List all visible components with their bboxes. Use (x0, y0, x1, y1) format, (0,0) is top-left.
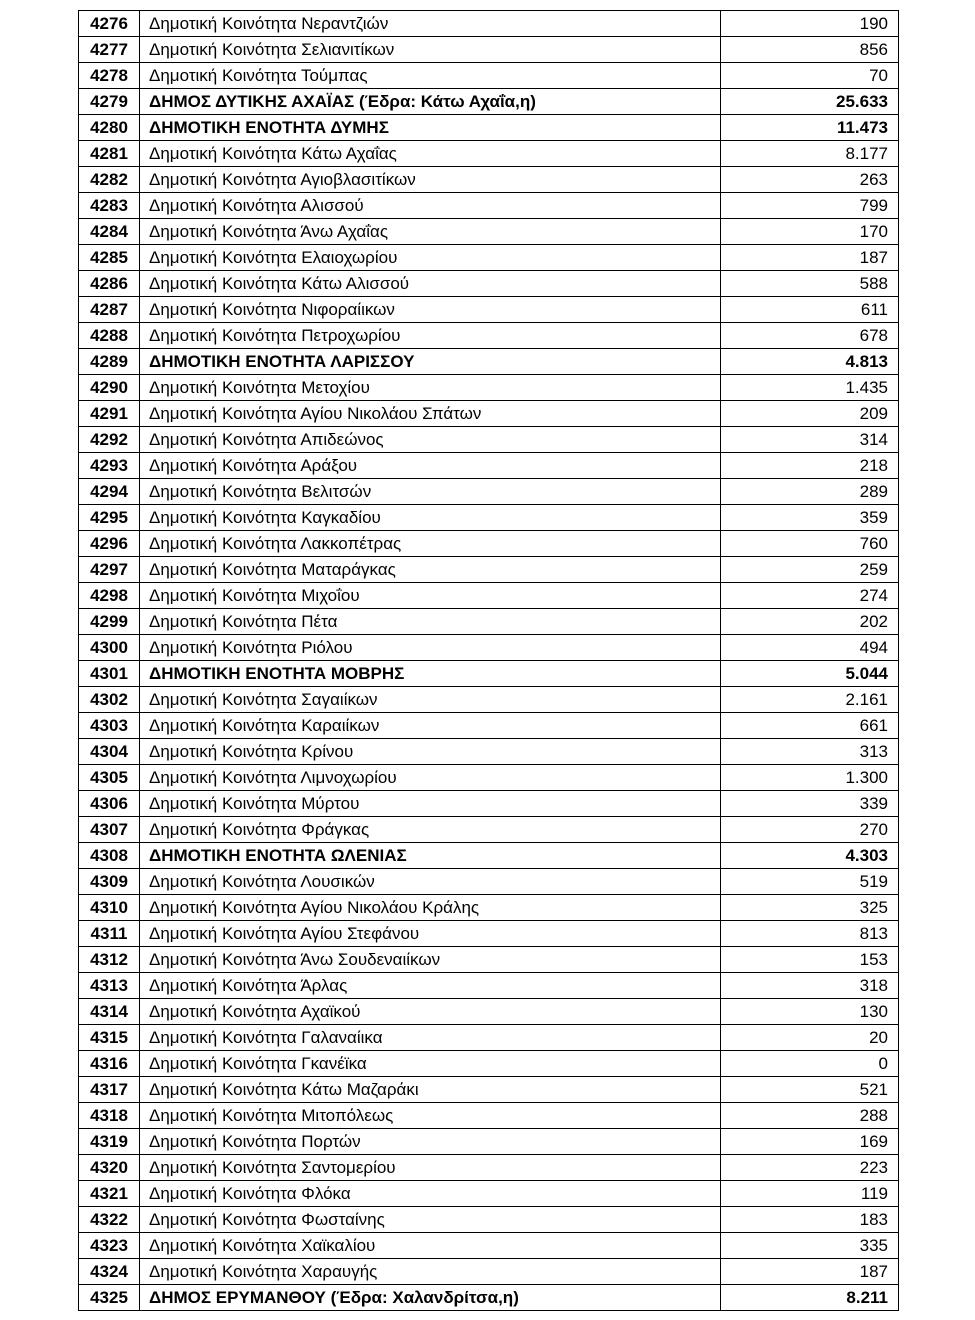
row-name: Δημοτική Κοινότητα Πορτών (140, 1129, 721, 1155)
row-name: Δημοτική Κοινότητα Βελιτσών (140, 479, 721, 505)
row-code: 4312 (79, 947, 140, 973)
row-population: 611 (721, 297, 899, 323)
table-row (79, 1233, 899, 1259)
row-name: Δημοτική Κοινότητα Καραιίκων (140, 713, 721, 739)
table-row (79, 89, 899, 115)
row-name: Δημοτική Κοινότητα Άνω Σουδεναιίκων (140, 947, 721, 973)
table-row (79, 895, 899, 921)
row-code: 4301 (79, 661, 140, 687)
row-name: Δημοτική Κοινότητα Μιχοΐου (140, 583, 721, 609)
row-population: 20 (721, 1025, 899, 1051)
table-row (79, 661, 899, 687)
row-population: 170 (721, 219, 899, 245)
row-code: 4314 (79, 999, 140, 1025)
row-name: Δημοτική Κοινότητα Λακκοπέτρας (140, 531, 721, 557)
table-row (79, 11, 899, 37)
row-population: 289 (721, 479, 899, 505)
row-population: 4.303 (721, 843, 899, 869)
row-population: 339 (721, 791, 899, 817)
row-name: Δημοτική Κοινότητα Χαραυγής (140, 1259, 721, 1285)
table-row (79, 349, 899, 375)
row-code: 4284 (79, 219, 140, 245)
row-code: 4307 (79, 817, 140, 843)
table-row (79, 791, 899, 817)
row-population: 318 (721, 973, 899, 999)
row-name: ΔΗΜΟΤΙΚΗ ΕΝΟΤΗΤΑ ΔΥΜΗΣ (140, 115, 721, 141)
table-row (79, 713, 899, 739)
row-population: 8.211 (721, 1285, 899, 1311)
row-population: 274 (721, 583, 899, 609)
row-population: 70 (721, 63, 899, 89)
row-code: 4320 (79, 1155, 140, 1181)
row-code: 4322 (79, 1207, 140, 1233)
row-population: 130 (721, 999, 899, 1025)
row-population: 259 (721, 557, 899, 583)
row-name: Δημοτική Κοινότητα Αγιοβλασιτίκων (140, 167, 721, 193)
row-population: 760 (721, 531, 899, 557)
row-name: ΔΗΜΟΣ ΕΡΥΜΑΝΘΟΥ (Έδρα: Χαλανδρίτσα,η) (140, 1285, 721, 1311)
table-row (79, 115, 899, 141)
table-row (79, 245, 899, 271)
table-row (79, 167, 899, 193)
row-population: 799 (721, 193, 899, 219)
row-population: 263 (721, 167, 899, 193)
row-code: 4298 (79, 583, 140, 609)
row-population: 813 (721, 921, 899, 947)
row-code: 4306 (79, 791, 140, 817)
table-row (79, 1181, 899, 1207)
table-row (79, 531, 899, 557)
row-code: 4321 (79, 1181, 140, 1207)
row-population: 11.473 (721, 115, 899, 141)
row-name: Δημοτική Κοινότητα Άρλας (140, 973, 721, 999)
row-code: 4311 (79, 921, 140, 947)
row-name: Δημοτική Κοινότητα Αγίου Νικολάου Σπάτων (140, 401, 721, 427)
row-code: 4290 (79, 375, 140, 401)
table-row (79, 453, 899, 479)
row-name: ΔΗΜΟΣ ΔΥΤΙΚΗΣ ΑΧΑΪΑΣ (Έδρα: Κάτω Αχαΐα,η) (140, 89, 721, 115)
row-code: 4297 (79, 557, 140, 583)
row-population: 359 (721, 505, 899, 531)
row-name: ΔΗΜΟΤΙΚΗ ΕΝΟΤΗΤΑ ΜΟΒΡΗΣ (140, 661, 721, 687)
row-name: Δημοτική Κοινότητα Αγίου Νικολάου Κράλης (140, 895, 721, 921)
row-code: 4278 (79, 63, 140, 89)
row-population: 314 (721, 427, 899, 453)
row-code: 4285 (79, 245, 140, 271)
row-code: 4325 (79, 1285, 140, 1311)
row-code: 4299 (79, 609, 140, 635)
row-name: Δημοτική Κοινότητα Λουσικών (140, 869, 721, 895)
table-row (79, 271, 899, 297)
row-code: 4281 (79, 141, 140, 167)
table-row (79, 817, 899, 843)
row-name: Δημοτική Κοινότητα Κάτω Αλισσού (140, 271, 721, 297)
row-name: Δημοτική Κοινότητα Νιφοραίικων (140, 297, 721, 323)
row-name: Δημοτική Κοινότητα Αχαϊκού (140, 999, 721, 1025)
row-name: Δημοτική Κοινότητα Χαϊκαλίου (140, 1233, 721, 1259)
table-row (79, 583, 899, 609)
table-row (79, 609, 899, 635)
row-population: 5.044 (721, 661, 899, 687)
table-row (79, 193, 899, 219)
row-population: 190 (721, 11, 899, 37)
table-row (79, 869, 899, 895)
table-row (79, 687, 899, 713)
row-name: Δημοτική Κοινότητα Σαντομερίου (140, 1155, 721, 1181)
table-row (79, 375, 899, 401)
row-name: Δημοτική Κοινότητα Λιμνοχωρίου (140, 765, 721, 791)
table-row (79, 1103, 899, 1129)
row-name: Δημοτική Κοινότητα Φλόκα (140, 1181, 721, 1207)
row-name: Δημοτική Κοινότητα Καγκαδίου (140, 505, 721, 531)
row-population: 187 (721, 245, 899, 271)
row-name: Δημοτική Κοινότητα Μύρτου (140, 791, 721, 817)
row-name: Δημοτική Κοινότητα Φωσταίνης (140, 1207, 721, 1233)
row-name: Δημοτική Κοινότητα Μιτοπόλεως (140, 1103, 721, 1129)
row-code: 4289 (79, 349, 140, 375)
table-row (79, 1077, 899, 1103)
row-name: Δημοτική Κοινότητα Κάτω Μαζαράκι (140, 1077, 721, 1103)
table-row (79, 401, 899, 427)
row-population: 313 (721, 739, 899, 765)
row-code: 4315 (79, 1025, 140, 1051)
row-code: 4277 (79, 37, 140, 63)
row-name: Δημοτική Κοινότητα Φράγκας (140, 817, 721, 843)
row-code: 4303 (79, 713, 140, 739)
row-name: Δημοτική Κοινότητα Απιδεώνος (140, 427, 721, 453)
row-population: 209 (721, 401, 899, 427)
row-population: 288 (721, 1103, 899, 1129)
row-population: 202 (721, 609, 899, 635)
row-population: 2.161 (721, 687, 899, 713)
row-population: 494 (721, 635, 899, 661)
row-population: 856 (721, 37, 899, 63)
table-row (79, 1129, 899, 1155)
row-name: Δημοτική Κοινότητα Ματαράγκας (140, 557, 721, 583)
row-name: Δημοτική Κοινότητα Τούμπας (140, 63, 721, 89)
table-row (79, 219, 899, 245)
table-row (79, 63, 899, 89)
table-row (79, 479, 899, 505)
table-row (79, 1025, 899, 1051)
table-row (79, 427, 899, 453)
row-code: 4318 (79, 1103, 140, 1129)
row-population: 519 (721, 869, 899, 895)
table-row (79, 1207, 899, 1233)
row-name: Δημοτική Κοινότητα Αράξου (140, 453, 721, 479)
row-population: 183 (721, 1207, 899, 1233)
row-population: 187 (721, 1259, 899, 1285)
row-name: Δημοτική Κοινότητα Αλισσού (140, 193, 721, 219)
table-row (79, 973, 899, 999)
table-row (79, 1155, 899, 1181)
row-name: Δημοτική Κοινότητα Πετροχωρίου (140, 323, 721, 349)
row-code: 4302 (79, 687, 140, 713)
row-name: ΔΗΜΟΤΙΚΗ ΕΝΟΤΗΤΑ ΩΛΕΝΙΑΣ (140, 843, 721, 869)
row-code: 4323 (79, 1233, 140, 1259)
row-name: Δημοτική Κοινότητα Ριόλου (140, 635, 721, 661)
row-population: 8.177 (721, 141, 899, 167)
row-code: 4309 (79, 869, 140, 895)
table-row (79, 947, 899, 973)
row-name: ΔΗΜΟΤΙΚΗ ΕΝΟΤΗΤΑ ΛΑΡΙΣΣΟΥ (140, 349, 721, 375)
row-code: 4280 (79, 115, 140, 141)
row-name: Δημοτική Κοινότητα Σαγαιίκων (140, 687, 721, 713)
row-population: 661 (721, 713, 899, 739)
row-population: 218 (721, 453, 899, 479)
row-code: 4305 (79, 765, 140, 791)
row-population: 335 (721, 1233, 899, 1259)
row-population: 0 (721, 1051, 899, 1077)
table-row (79, 297, 899, 323)
table-row (79, 1051, 899, 1077)
row-name: Δημοτική Κοινότητα Σελιανιτίκων (140, 37, 721, 63)
row-population: 223 (721, 1155, 899, 1181)
table-row (79, 635, 899, 661)
table-row (79, 323, 899, 349)
table-row (79, 921, 899, 947)
row-code: 4317 (79, 1077, 140, 1103)
row-code: 4300 (79, 635, 140, 661)
row-name: Δημοτική Κοινότητα Μετοχίου (140, 375, 721, 401)
table-row (79, 843, 899, 869)
row-population: 119 (721, 1181, 899, 1207)
row-population: 270 (721, 817, 899, 843)
row-name: Δημοτική Κοινότητα Νεραντζιών (140, 11, 721, 37)
row-code: 4279 (79, 89, 140, 115)
row-population: 4.813 (721, 349, 899, 375)
row-code: 4294 (79, 479, 140, 505)
row-code: 4291 (79, 401, 140, 427)
row-name: Δημοτική Κοινότητα Άνω Αχαΐας (140, 219, 721, 245)
table-row (79, 141, 899, 167)
row-population: 153 (721, 947, 899, 973)
table-row (79, 739, 899, 765)
row-code: 4324 (79, 1259, 140, 1285)
row-code: 4283 (79, 193, 140, 219)
row-name: Δημοτική Κοινότητα Κάτω Αχαΐας (140, 141, 721, 167)
table-row (79, 1285, 899, 1311)
row-population: 588 (721, 271, 899, 297)
row-code: 4313 (79, 973, 140, 999)
row-population: 1.300 (721, 765, 899, 791)
row-code: 4304 (79, 739, 140, 765)
row-name: Δημοτική Κοινότητα Πέτα (140, 609, 721, 635)
row-population: 325 (721, 895, 899, 921)
row-name: Δημοτική Κοινότητα Κρίνου (140, 739, 721, 765)
row-name: Δημοτική Κοινότητα Αγίου Στεφάνου (140, 921, 721, 947)
row-name: Δημοτική Κοινότητα Γκανέϊκα (140, 1051, 721, 1077)
row-population: 1.435 (721, 375, 899, 401)
table-row (79, 557, 899, 583)
table-row (79, 999, 899, 1025)
population-table (78, 10, 899, 1311)
table-row (79, 765, 899, 791)
row-code: 4310 (79, 895, 140, 921)
row-code: 4293 (79, 453, 140, 479)
table-row (79, 37, 899, 63)
row-code: 4319 (79, 1129, 140, 1155)
row-name: Δημοτική Κοινότητα Γαλαναίικα (140, 1025, 721, 1051)
table-row (79, 505, 899, 531)
row-population: 169 (721, 1129, 899, 1155)
row-population: 521 (721, 1077, 899, 1103)
row-code: 4287 (79, 297, 140, 323)
row-name: Δημοτική Κοινότητα Ελαιοχωρίου (140, 245, 721, 271)
row-population: 25.633 (721, 89, 899, 115)
row-code: 4286 (79, 271, 140, 297)
row-code: 4308 (79, 843, 140, 869)
row-code: 4295 (79, 505, 140, 531)
row-code: 4316 (79, 1051, 140, 1077)
row-population: 678 (721, 323, 899, 349)
row-code: 4296 (79, 531, 140, 557)
table-row (79, 1259, 899, 1285)
row-code: 4288 (79, 323, 140, 349)
row-code: 4276 (79, 11, 140, 37)
row-code: 4292 (79, 427, 140, 453)
row-code: 4282 (79, 167, 140, 193)
table-body (79, 11, 899, 1311)
